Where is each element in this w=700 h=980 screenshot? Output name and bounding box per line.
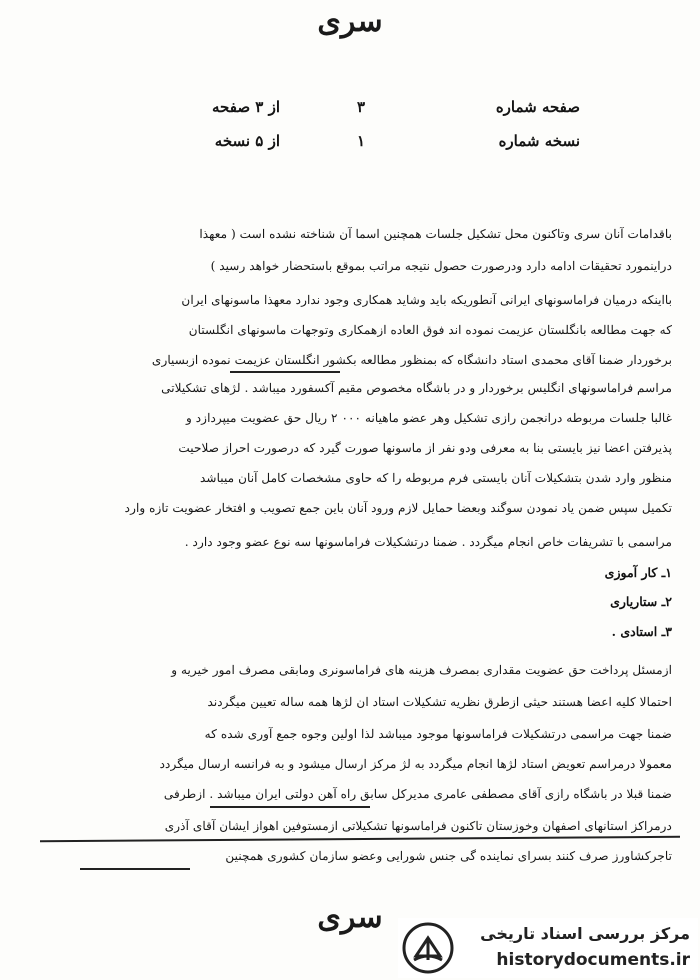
- page-number-row: [120, 98, 580, 118]
- body-line: ازمسئل پرداخت حق عضویت مقداری بمصرف هزینه های فراماسونری ومابقی مصرف امور خیریه و: [171, 663, 672, 677]
- body-line: ضمنا جهت مراسمی درتشکیلات فراماسونها موجود میباشد لذا اولین وجوه جمع آوری شده که: [204, 727, 672, 741]
- book-emblem-icon: [402, 922, 454, 974]
- archive-logo: [398, 918, 698, 978]
- logo-url: historydocuments.ir: [496, 950, 690, 970]
- handwritten-underline: [210, 806, 370, 808]
- list-item: ۳ـ استادی .: [611, 624, 672, 639]
- body-line: تکمیل سپس ضمن یاد نمودن سوگند وبعضا حمایل لازم ورود آنان باین جمع تصویب و افتخار عضویت تازه وارد: [124, 501, 672, 515]
- body-line: غالبا جلسات مربوطه درانجمن رازی تشکیل وهر عضو ماهیانه ۰۰۰ ۲ ریال حق عضویت میپردازد و: [186, 411, 672, 425]
- handwritten-underline: [80, 868, 190, 870]
- body-line: مراسمی با تشریفات خاص انجام میگردد . ضمنا درتشکیلات فراماسونها سه نوع عضو وجود دارد .: [184, 535, 672, 549]
- body-line: مراسم فراماسونهای انگلیس برخوردار و در باشگاه مخصوص مقیم آکسفورد میباشد . لژهای تشکیلاتی: [161, 381, 672, 395]
- body-line: دراینمورد تحقیقات ادامه دارد ودرصورت حصول نتیجه مراتب بموقع باستحضار خواهد رسید ): [210, 259, 672, 273]
- body-line: باقدامات آنان سری وتاکنون محل تشکیل جلسات همچنین اسما آن شناخته نشده است ( معهذا: [199, 227, 672, 241]
- body-line: پذیرفتن اعضا نیز بایستی بنا به معرفی ودو نفر از ماسونها صورت گیرد که درصورت احراز صلاحیت: [178, 441, 672, 455]
- copy-number-row: [120, 132, 580, 152]
- copy-number-label: نسخه شماره: [498, 132, 580, 150]
- body-line: احتمالا کلیه اعضا هستند حیثی ازطرق نظریه تشکیلات استاد ان لژها همه ساله تعیین میگردند: [207, 695, 672, 709]
- body-line: که جهت مطالعه بانگلستان عزیمت نموده اند فوق العاده ازهمکاری وتوجهات ماسونهای انگلستان: [188, 323, 672, 337]
- page-total: از ۳ صفحه: [212, 98, 280, 116]
- handwritten-underline: [230, 371, 340, 373]
- classification-top: سری: [317, 4, 383, 39]
- body-line: بااینکه درمیان فراماسونهای ایرانی آنطوریکه باید وشاید همکاری وجود ندارد معهذا ماسونهای ایران: [181, 293, 672, 307]
- copy-total: از ۵ نسخه: [214, 132, 280, 150]
- body-line: ضمنا قبلا در باشگاه رازی آقای مصطفی عامری مدیرکل سابق راه آهن دولتی ایران میباشد . ازطرفی: [163, 787, 672, 801]
- body-line: برخوردار ضمنا آقای محمدی استاد دانشگاه که بمنظور مطالعه بکشور انگلستان عزیمت نموده ازبسیاری: [151, 353, 672, 367]
- page-number-label: صفحه شماره: [495, 98, 580, 116]
- classification-bottom: سری: [317, 900, 383, 935]
- handwritten-underline: [40, 836, 680, 842]
- list-item: ۱ـ کار آموزی: [604, 565, 672, 580]
- list-item: ۲ـ ستاریاری: [610, 594, 672, 609]
- page-number-value: ۳: [356, 98, 365, 116]
- body-line: درمراکز استانهای اصفهان وخوزستان تاکنون فراماسونها تشکیلاتی ازمستوفین اهواز ایشان آقای آذری: [164, 819, 672, 833]
- body-line: منظور وارد شدن بتشکیلات آنان بایستی فرم مربوطه را که حاوی مشخصات کامل آنان میباشد: [199, 471, 672, 485]
- body-line: تاجرکشاورز صرف کنند بسرای نماینده گی جنس شورایی وعضو سازمان کشوری همچنین: [225, 849, 672, 863]
- body-line: معمولا درمراسم تعویض استاد لژها انجام میگردد به لژ مرکز ارسال میشود و به فرانسه ارسال میگردد: [159, 757, 672, 771]
- copy-number-value: ۱: [356, 132, 365, 150]
- logo-title: مرکز بررسی اسناد تاریخی: [480, 924, 690, 943]
